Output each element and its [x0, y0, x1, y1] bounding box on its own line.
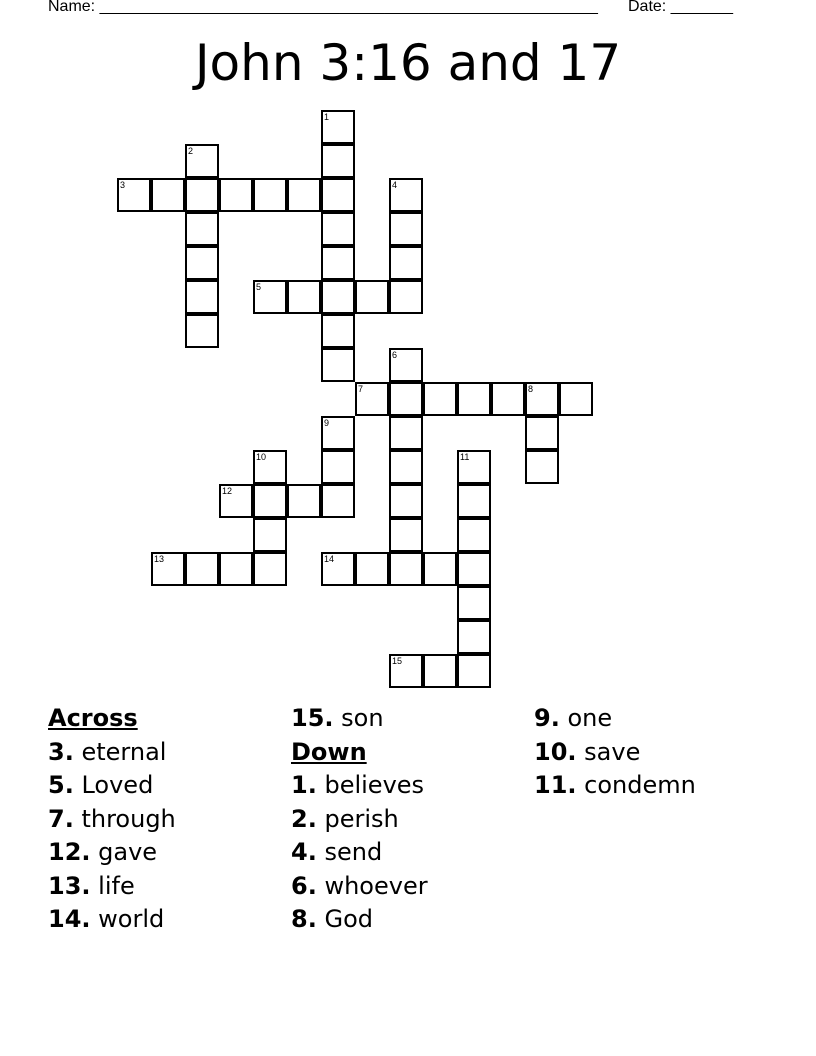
grid-cell[interactable]: [321, 212, 355, 246]
clue-word: world: [98, 905, 165, 933]
grid-cell[interactable]: [457, 484, 491, 518]
clue-number: 2.: [291, 804, 317, 833]
clue-down-1: [291, 769, 428, 803]
grid-cell[interactable]: [321, 416, 355, 450]
grid-cell[interactable]: [457, 518, 491, 552]
grid-cell[interactable]: [525, 382, 559, 416]
grid-cell[interactable]: [389, 518, 423, 552]
clue-word: send: [324, 838, 383, 866]
clue-word: save: [584, 737, 641, 766]
clue-number: 9.: [534, 704, 560, 732]
clue-down-9: [534, 702, 696, 736]
grid-cell[interactable]: [253, 450, 287, 484]
grid-cell[interactable]: [389, 382, 423, 416]
clue-word: God: [324, 905, 373, 933]
down-heading: Down: [291, 737, 367, 766]
grid-cell[interactable]: [389, 212, 423, 246]
cell-number: 13: [154, 554, 165, 564]
clue-across-15: [291, 702, 428, 736]
cell-number: 15: [392, 656, 403, 666]
grid-cell[interactable]: [185, 212, 219, 246]
grid-cell[interactable]: [321, 552, 355, 586]
clue-word: life: [98, 871, 135, 900]
cell-number: 10: [256, 452, 267, 462]
grid-cell[interactable]: [389, 416, 423, 450]
clue-number: 7.: [48, 804, 74, 833]
clue-number: 1.: [291, 771, 317, 799]
clue-word: condemn: [584, 771, 696, 799]
grid-cell[interactable]: [321, 484, 355, 518]
grid-cell[interactable]: [525, 416, 559, 450]
clue-number: 15.: [291, 704, 334, 732]
clue-number: 11.: [534, 771, 577, 799]
clue-across-5: [48, 769, 176, 803]
grid-cell[interactable]: [185, 280, 219, 314]
cell-number: 7: [358, 384, 364, 394]
cell-number: 14: [324, 554, 335, 564]
cell-number: 4: [392, 180, 398, 190]
grid-cell[interactable]: [389, 348, 423, 382]
clue-down-6: [291, 870, 428, 904]
clue-column-1: [48, 702, 176, 937]
clue-word: gave: [98, 838, 158, 866]
clue-down-11: [534, 769, 696, 803]
grid-cell[interactable]: [287, 178, 321, 212]
grid-cell[interactable]: [389, 654, 423, 688]
grid-cell[interactable]: [321, 178, 355, 212]
clue-down-2: [291, 803, 428, 837]
clue-word: eternal: [81, 737, 167, 766]
clue-across-12: [48, 836, 176, 870]
grid-cell[interactable]: [185, 246, 219, 280]
across-heading: Across: [48, 704, 138, 732]
clue-word: son: [341, 704, 384, 732]
grid-cell[interactable]: [423, 382, 457, 416]
grid-cell[interactable]: [423, 654, 457, 688]
grid-cell[interactable]: [457, 586, 491, 620]
grid-cell[interactable]: [219, 178, 253, 212]
cell-number: 12: [222, 486, 233, 496]
date-field: Date: _______: [628, 0, 733, 15]
grid-cell[interactable]: [117, 178, 151, 212]
grid-cell[interactable]: [321, 280, 355, 314]
cell-number: 11: [460, 452, 470, 462]
grid-cell[interactable]: [525, 450, 559, 484]
cell-number: 8: [528, 384, 534, 394]
clue-number: 10.: [534, 737, 577, 766]
grid-cell[interactable]: [321, 348, 355, 382]
cell-number: 5: [256, 282, 262, 292]
page-title: John 3:16 and 17: [194, 34, 622, 92]
clue-word: through: [81, 804, 176, 833]
grid-cell[interactable]: [457, 654, 491, 688]
clue-number: 3.: [48, 737, 74, 766]
clue-word: Loved: [81, 771, 154, 799]
grid-cell[interactable]: [321, 314, 355, 348]
grid-cell[interactable]: [389, 178, 423, 212]
grid-cell[interactable]: [287, 280, 321, 314]
grid-cell[interactable]: [457, 382, 491, 416]
clue-number: 13.: [48, 871, 91, 900]
grid-cell[interactable]: [355, 382, 389, 416]
grid-cell[interactable]: [321, 144, 355, 178]
clue-across-3: [48, 736, 176, 770]
name-field: Name: ________________________________________________________: [48, 0, 598, 15]
grid-cell[interactable]: [355, 280, 389, 314]
clue-column-2: [291, 702, 428, 937]
clue-number: 14.: [48, 905, 91, 933]
grid-cell[interactable]: [389, 484, 423, 518]
cell-number: 2: [188, 146, 194, 156]
grid-cell[interactable]: [219, 484, 253, 518]
grid-cell[interactable]: [559, 382, 593, 416]
grid-cell[interactable]: [151, 178, 185, 212]
grid-cell[interactable]: [389, 552, 423, 586]
grid-cell[interactable]: [321, 110, 355, 144]
grid-cell[interactable]: [423, 552, 457, 586]
clue-number: 5.: [48, 771, 74, 799]
clue-column-3: [534, 702, 696, 803]
clue-number: 4.: [291, 838, 317, 866]
grid-cell[interactable]: [457, 620, 491, 654]
clue-across-13: [48, 870, 176, 904]
grid-cell[interactable]: [355, 552, 389, 586]
clue-down-8: [291, 903, 428, 937]
clue-word: believes: [324, 771, 425, 799]
grid-cell[interactable]: [151, 552, 185, 586]
grid-cell[interactable]: [185, 552, 219, 586]
clue-across-7: [48, 803, 176, 837]
grid-cell[interactable]: [185, 314, 219, 348]
clue-number: 6.: [291, 871, 317, 900]
grid-cell[interactable]: [389, 450, 423, 484]
grid-cell[interactable]: [253, 484, 287, 518]
grid-cell[interactable]: [185, 178, 219, 212]
clue-word: whoever: [324, 871, 428, 900]
cell-number: 1: [324, 112, 330, 122]
clue-number: 8.: [291, 905, 317, 933]
grid-cell[interactable]: [457, 552, 491, 586]
grid-cell[interactable]: [287, 484, 321, 518]
cell-number: 6: [392, 350, 398, 360]
clue-down-10: [534, 736, 696, 770]
clue-down-4: [291, 836, 428, 870]
grid-cell[interactable]: [219, 552, 253, 586]
clue-number: 12.: [48, 838, 91, 866]
grid-cell[interactable]: [253, 518, 287, 552]
grid-cell[interactable]: [389, 246, 423, 280]
cell-number: 9: [324, 418, 330, 428]
grid-cell[interactable]: [185, 144, 219, 178]
clue-word: one: [567, 704, 613, 732]
grid-cell[interactable]: [321, 246, 355, 280]
grid-cell[interactable]: [457, 450, 491, 484]
cell-number: 3: [120, 180, 126, 190]
clue-across-14: [48, 903, 176, 937]
grid-cell[interactable]: [491, 382, 525, 416]
grid-cell[interactable]: [389, 280, 423, 314]
grid-cell[interactable]: [253, 280, 287, 314]
grid-cell[interactable]: [321, 450, 355, 484]
grid-cell[interactable]: [253, 178, 287, 212]
clue-word: perish: [324, 804, 399, 833]
grid-cell[interactable]: [253, 552, 287, 586]
